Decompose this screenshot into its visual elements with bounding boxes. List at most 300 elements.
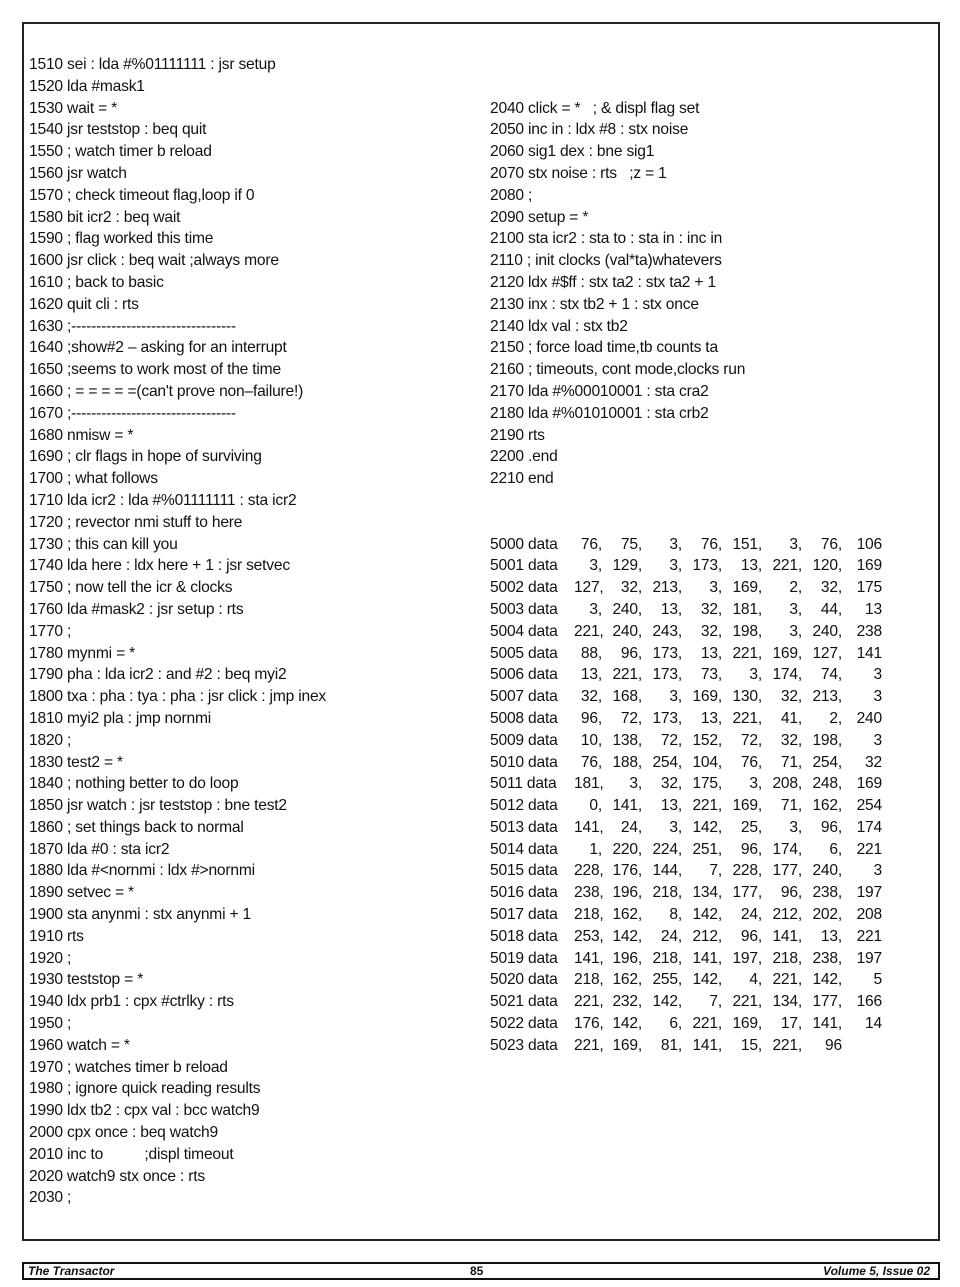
data-value: 134, (692, 884, 722, 902)
data-value: 173, (692, 557, 722, 575)
code-line: 1610 ; back to basic (29, 273, 164, 291)
data-line-label: 5001 data (490, 557, 558, 575)
code-line: 1580 bit icr2 : beq wait (29, 208, 181, 226)
data-value: 32, (820, 579, 842, 597)
code-line: 1690 ; clr flags in hope of surviving (29, 448, 262, 466)
code-line: 2050 inc in : ldx #8 : stx noise (490, 121, 689, 139)
code-line: 1820 ; (29, 731, 72, 749)
data-value: 76, (580, 753, 602, 771)
data-value: 76, (820, 535, 842, 553)
data-value: 221 (856, 840, 882, 858)
data-line-label: 5014 data (490, 840, 558, 858)
code-line: 1940 ldx prb1 : cpx #ctrlky : rts (29, 993, 234, 1011)
data-value: 254, (812, 753, 842, 771)
data-value: 141, (772, 927, 802, 945)
data-value: 221, (574, 622, 604, 640)
data-value: 177, (772, 862, 802, 880)
data-line (490, 577, 930, 599)
code-line: 1730 ; this can kill you (29, 535, 178, 553)
data-value: 13, (580, 666, 602, 684)
data-line (490, 926, 930, 948)
data-value: 3 (873, 666, 882, 684)
data-value: 253, (574, 927, 604, 945)
data-value: 141, (692, 949, 722, 967)
data-line-label: 5013 data (490, 818, 558, 836)
data-value: 221, (772, 557, 802, 575)
data-line (490, 664, 930, 686)
data-value: 96, (740, 840, 762, 858)
data-value: 221, (772, 1036, 802, 1054)
code-line: 1770 ; (29, 622, 72, 640)
data-value: 32, (580, 688, 602, 706)
data-line-label: 5023 data (490, 1036, 558, 1054)
code-line: 1650 ;seems to work most of the time (29, 361, 281, 379)
data-value: 173, (652, 709, 682, 727)
data-line (490, 708, 930, 730)
data-value: 8, (669, 906, 682, 924)
data-value: 32, (620, 579, 642, 597)
data-value: 32 (865, 753, 882, 771)
data-value: 32, (780, 688, 802, 706)
code-line: 1930 teststop = * (29, 971, 144, 989)
data-value: 120, (812, 557, 842, 575)
code-line: 1600 jsr click : beq wait ;always more (29, 252, 279, 270)
code-line: 1530 wait = * (29, 99, 117, 117)
data-value: 221, (732, 709, 762, 727)
right-code-column (490, 54, 930, 1078)
data-value: 198, (812, 731, 842, 749)
left-code-column (29, 54, 469, 1209)
data-value: 221, (574, 1036, 604, 1054)
code-line: 2000 cpx once : beq watch9 (29, 1124, 218, 1142)
data-line-label: 5009 data (490, 731, 558, 749)
data-value: 232, (612, 993, 642, 1011)
data-line (490, 991, 930, 1013)
data-line-label: 5007 data (490, 688, 558, 706)
data-value: 13, (740, 557, 762, 575)
issue-label: Volume 5, Issue 02 (823, 1264, 930, 1278)
data-line-label: 5005 data (490, 644, 558, 662)
data-value: 221, (772, 971, 802, 989)
data-value: 3, (749, 775, 762, 793)
data-value: 152, (692, 731, 722, 749)
data-line (490, 904, 930, 926)
data-value: 2, (789, 579, 802, 597)
data-value: 106 (856, 535, 882, 553)
data-line (490, 773, 930, 795)
data-line-label: 5016 data (490, 884, 558, 902)
data-value: 142, (812, 971, 842, 989)
data-value: 2, (829, 709, 842, 727)
data-line (490, 969, 930, 991)
code-line: 1970 ; watches timer b reload (29, 1058, 228, 1076)
code-line: 2130 inx : stx tb2 + 1 : stx once (490, 295, 699, 313)
data-value: 196, (612, 949, 642, 967)
data-value: 3, (589, 557, 602, 575)
data-value: 3 (873, 731, 882, 749)
code-line: 1760 lda #mask2 : jsr setup : rts (29, 600, 244, 618)
code-line: 1560 jsr watch (29, 164, 127, 182)
data-value: 175, (692, 775, 722, 793)
code-line: 1660 ; = = = = =(can't prove non–failure!) (29, 382, 304, 400)
data-value: 218, (574, 906, 604, 924)
data-value: 213, (812, 688, 842, 706)
data-value: 142, (692, 818, 722, 836)
data-value: 218, (652, 949, 682, 967)
data-line-label: 5019 data (490, 949, 558, 967)
code-line: 1960 watch = * (29, 1036, 130, 1054)
data-value: 173, (652, 644, 682, 662)
data-value: 240, (612, 622, 642, 640)
data-value: 24, (660, 927, 682, 945)
data-value: 3 (873, 862, 882, 880)
data-line (490, 621, 930, 643)
data-line (490, 534, 930, 556)
data-value: 213, (652, 579, 682, 597)
data-value: 208 (856, 906, 882, 924)
data-value: 96, (740, 927, 762, 945)
data-value: 3, (749, 666, 762, 684)
data-value: 142, (652, 993, 682, 1011)
data-value: 1, (589, 840, 602, 858)
data-line (490, 686, 930, 708)
data-line (490, 1013, 930, 1035)
data-value: 13, (820, 927, 842, 945)
code-line: 1590 ; flag worked this time (29, 230, 214, 248)
data-value: 3, (789, 818, 802, 836)
code-line: 1850 jsr watch : jsr teststop : bne test2 (29, 797, 287, 815)
data-value: 174 (856, 818, 882, 836)
data-value: 4, (749, 971, 762, 989)
data-value: 142, (692, 971, 722, 989)
data-value: 254, (652, 753, 682, 771)
code-line: 1900 sta anynmi : stx anynmi + 1 (29, 906, 251, 924)
code-line: 1790 pha : lda icr2 : and #2 : beq myi2 (29, 666, 287, 684)
code-line: 2200 .end (490, 448, 558, 466)
code-line: 2160 ; timeouts, cont mode,clocks run (490, 361, 746, 379)
data-value: 6, (669, 1015, 682, 1033)
right-code-listing (490, 98, 930, 490)
data-value: 251, (692, 840, 722, 858)
code-line: 1750 ; now tell the icr & clocks (29, 579, 233, 597)
data-value: 240 (856, 709, 882, 727)
data-value: 141, (692, 1036, 722, 1054)
code-line: 2100 sta icr2 : sta to : sta in : inc in (490, 230, 723, 248)
data-line-label: 5002 data (490, 579, 558, 597)
data-value: 169, (772, 644, 802, 662)
data-value: 3, (669, 535, 682, 553)
code-line: 2040 click = * ; & displ flag set (490, 99, 700, 117)
data-value: 96, (820, 818, 842, 836)
data-value: 218, (574, 971, 604, 989)
data-value: 173, (652, 666, 682, 684)
code-line: 1520 lda #mask1 (29, 77, 145, 95)
data-value: 142, (612, 927, 642, 945)
data-value: 74, (820, 666, 842, 684)
data-value: 243, (652, 622, 682, 640)
code-line: 1700 ; what follows (29, 470, 158, 488)
data-value: 202, (812, 906, 842, 924)
data-value: 166 (856, 993, 882, 1011)
data-value: 129, (612, 557, 642, 575)
code-line: 1570 ; check timeout flag,loop if 0 (29, 186, 255, 204)
data-value: 174, (772, 840, 802, 858)
data-value: 3, (789, 622, 802, 640)
code-line: 2060 sig1 dex : bne sig1 (490, 143, 655, 161)
code-line: 1630 ;--------------------------------- (29, 317, 236, 335)
data-line-label: 5010 data (490, 753, 558, 771)
data-value: 32, (660, 775, 682, 793)
data-value: 3, (629, 775, 642, 793)
data-value: 41, (780, 709, 802, 727)
code-line: 1920 ; (29, 949, 72, 967)
data-value: 72, (740, 731, 762, 749)
data-value: 7, (709, 862, 722, 880)
publication-title: The Transactor (28, 1264, 115, 1278)
data-value: 13, (700, 709, 722, 727)
data-value: 71, (780, 753, 802, 771)
code-line: 1880 lda #<nornmi : ldx #>nornmi (29, 862, 255, 880)
code-line: 2080 ; (490, 186, 533, 204)
code-line: 1720 ; revector nmi stuff to here (29, 513, 243, 531)
data-line (490, 817, 930, 839)
data-value: 32, (700, 622, 722, 640)
data-value: 71, (780, 797, 802, 815)
data-value: 142, (692, 906, 722, 924)
data-line-label: 5022 data (490, 1015, 558, 1033)
code-line: 2170 lda #%00010001 : sta cra2 (490, 382, 709, 400)
data-value: 238 (856, 622, 882, 640)
data-value: 44, (820, 600, 842, 618)
data-value: 32, (780, 731, 802, 749)
code-line: 2190 rts (490, 426, 545, 444)
data-line (490, 599, 930, 621)
data-value: 221 (856, 927, 882, 945)
page-footer (0, 1262, 960, 1282)
data-value: 174, (772, 666, 802, 684)
data-value: 3, (709, 579, 722, 597)
data-value: 138, (612, 731, 642, 749)
data-value: 14 (865, 1015, 882, 1033)
data-value: 169, (732, 1015, 762, 1033)
data-value: 254 (856, 797, 882, 815)
data-line-label: 5020 data (490, 971, 558, 989)
code-line: 1910 rts (29, 927, 84, 945)
data-value: 88, (580, 644, 602, 662)
code-line: 1540 jsr teststop : beq quit (29, 121, 207, 139)
code-line: 1830 test2 = * (29, 753, 123, 771)
data-value: 240, (812, 622, 842, 640)
data-value: 141 (856, 644, 882, 662)
data-value: 221, (732, 644, 762, 662)
data-value: 198, (732, 622, 762, 640)
data-value: 181, (732, 600, 762, 618)
code-line: 1950 ; (29, 1015, 72, 1033)
data-value: 127, (574, 579, 604, 597)
data-value: 221, (692, 797, 722, 815)
data-value: 141, (612, 797, 642, 815)
code-line: 1870 lda #0 : sta icr2 (29, 840, 170, 858)
data-value: 218, (772, 949, 802, 967)
code-line: 1680 nmisw = * (29, 426, 134, 444)
code-line: 1510 sei : lda #%01111111 : jsr setup (29, 56, 276, 73)
data-value: 141, (574, 818, 604, 836)
data-value (842, 1035, 882, 1057)
data-line-label: 5015 data (490, 862, 558, 880)
code-line: 2090 setup = * (490, 208, 589, 226)
data-value: 13, (660, 797, 682, 815)
data-value: 0, (589, 797, 602, 815)
code-line: 1810 myi2 pla : jmp nornmi (29, 709, 212, 727)
code-line: 1550 ; watch timer b reload (29, 143, 212, 161)
data-value: 169, (612, 1036, 642, 1054)
data-value: 240, (612, 600, 642, 618)
data-line-label: 5017 data (490, 906, 558, 924)
data-value: 130, (732, 688, 762, 706)
data-line-label: 5006 data (490, 666, 558, 684)
code-line: 1780 mynmi = * (29, 644, 135, 662)
code-line: 1710 lda icr2 : lda #%01111111 : sta icr2 (29, 491, 297, 509)
data-line-label: 5018 data (490, 927, 558, 945)
data-value: 228, (574, 862, 604, 880)
data-value: 197 (856, 949, 882, 967)
code-line: 1840 ; nothing better to do loop (29, 775, 239, 793)
data-value: 13 (865, 600, 882, 618)
data-value: 3, (789, 535, 802, 553)
data-value: 169, (692, 688, 722, 706)
data-value: 25, (740, 818, 762, 836)
data-value: 6, (829, 840, 842, 858)
data-value: 248, (812, 775, 842, 793)
data-value: 240, (812, 862, 842, 880)
data-value: 162, (612, 971, 642, 989)
data-value: 96, (780, 884, 802, 902)
data-value: 228, (732, 862, 762, 880)
data-value: 238, (812, 884, 842, 902)
data-value: 7, (709, 993, 722, 1011)
code-line: 1800 txa : pha : tya : pha : jsr click : jmp inex (29, 688, 327, 706)
data-value: 176, (574, 1015, 604, 1033)
data-value: 221, (692, 1015, 722, 1033)
data-value: 76, (740, 753, 762, 771)
data-value: 169 (856, 775, 882, 793)
data-value: 197, (732, 949, 762, 967)
data-value: 13, (660, 600, 682, 618)
code-line: 1980 ; ignore quick reading results (29, 1080, 261, 1098)
data-line-label: 5004 data (490, 622, 558, 640)
data-value: 72, (620, 709, 642, 727)
data-line-label: 5003 data (490, 600, 558, 618)
data-value: 212, (772, 906, 802, 924)
data-line-label: 5012 data (490, 797, 558, 815)
data-value: 10, (580, 731, 602, 749)
data-value: 218, (652, 884, 682, 902)
data-value: 221, (732, 993, 762, 1011)
data-value: 162, (812, 797, 842, 815)
code-line: 2120 ldx #$ff : stx ta2 : stx ta2 + 1 (490, 273, 716, 291)
code-line: 2020 watch9 stx once : rts (29, 1167, 205, 1185)
data-value: 168, (612, 688, 642, 706)
data-value: 24, (620, 818, 642, 836)
data-value: 169, (732, 797, 762, 815)
data-value: 162, (612, 906, 642, 924)
data-value: 3, (589, 600, 602, 618)
data-value: 73, (700, 666, 722, 684)
data-value: 15, (740, 1036, 762, 1054)
data-value: 208, (772, 775, 802, 793)
data-value: 188, (612, 753, 642, 771)
data-value: 151, (732, 535, 762, 553)
data-value: 76, (700, 535, 722, 553)
data-value: 96 (825, 1036, 842, 1054)
data-value: 176, (612, 862, 642, 880)
data-value: 221, (574, 993, 604, 1011)
data-value: 238, (812, 949, 842, 967)
data-value: 5 (873, 971, 882, 989)
data-value: 142, (612, 1015, 642, 1033)
data-line (490, 882, 930, 904)
code-line: 2150 ; force load time,tb counts ta (490, 339, 718, 357)
code-line: 1990 ldx tb2 : cpx val : bcc watch9 (29, 1102, 260, 1120)
data-value: 81, (660, 1036, 682, 1054)
data-value: 3, (789, 600, 802, 618)
data-value: 212, (692, 927, 722, 945)
data-line (490, 795, 930, 817)
data-value: 141, (812, 1015, 842, 1033)
code-line: 1860 ; set things back to normal (29, 818, 244, 836)
code-line: 1890 setvec = * (29, 884, 134, 902)
data-value: 127, (812, 644, 842, 662)
data-line-label: 5011 data (490, 775, 557, 793)
data-value: 13, (700, 644, 722, 662)
data-value: 96, (580, 709, 602, 727)
data-line (490, 860, 930, 882)
data-value: 72, (660, 731, 682, 749)
data-line (490, 948, 930, 970)
data-value: 104, (692, 753, 722, 771)
data-value: 3, (669, 818, 682, 836)
footer-bar (22, 1262, 940, 1280)
code-line: 2010 inc to ;displ timeout (29, 1145, 234, 1163)
code-line: 2030 ; (29, 1189, 72, 1207)
data-value: 3 (873, 688, 882, 706)
data-value: 32, (700, 600, 722, 618)
data-line (490, 555, 930, 577)
data-value: 255, (652, 971, 682, 989)
code-line: 1740 lda here : ldx here + 1 : jsr setvec (29, 557, 290, 575)
data-value: 17, (780, 1015, 802, 1033)
code-line: 1640 ;show#2 – asking for an interrupt (29, 339, 287, 357)
data-value: 3, (669, 688, 682, 706)
data-value: 144, (652, 862, 682, 880)
data-value: 96, (620, 644, 642, 662)
data-value: 177, (812, 993, 842, 1011)
data-line-label: 5008 data (490, 709, 558, 727)
data-statements (490, 534, 930, 1057)
data-line (490, 730, 930, 752)
data-value: 177, (732, 884, 762, 902)
data-value: 169, (732, 579, 762, 597)
code-line: 1620 quit cli : rts (29, 295, 139, 313)
code-line: 1670 ;--------------------------------- (29, 404, 236, 422)
data-line (490, 1035, 930, 1057)
code-line: 2070 stx noise : rts ;z = 1 (490, 164, 667, 182)
data-value: 197 (856, 884, 882, 902)
data-value: 181, (574, 775, 604, 793)
data-line (490, 643, 930, 665)
data-value: 175 (856, 579, 882, 597)
data-value: 24, (740, 906, 762, 924)
